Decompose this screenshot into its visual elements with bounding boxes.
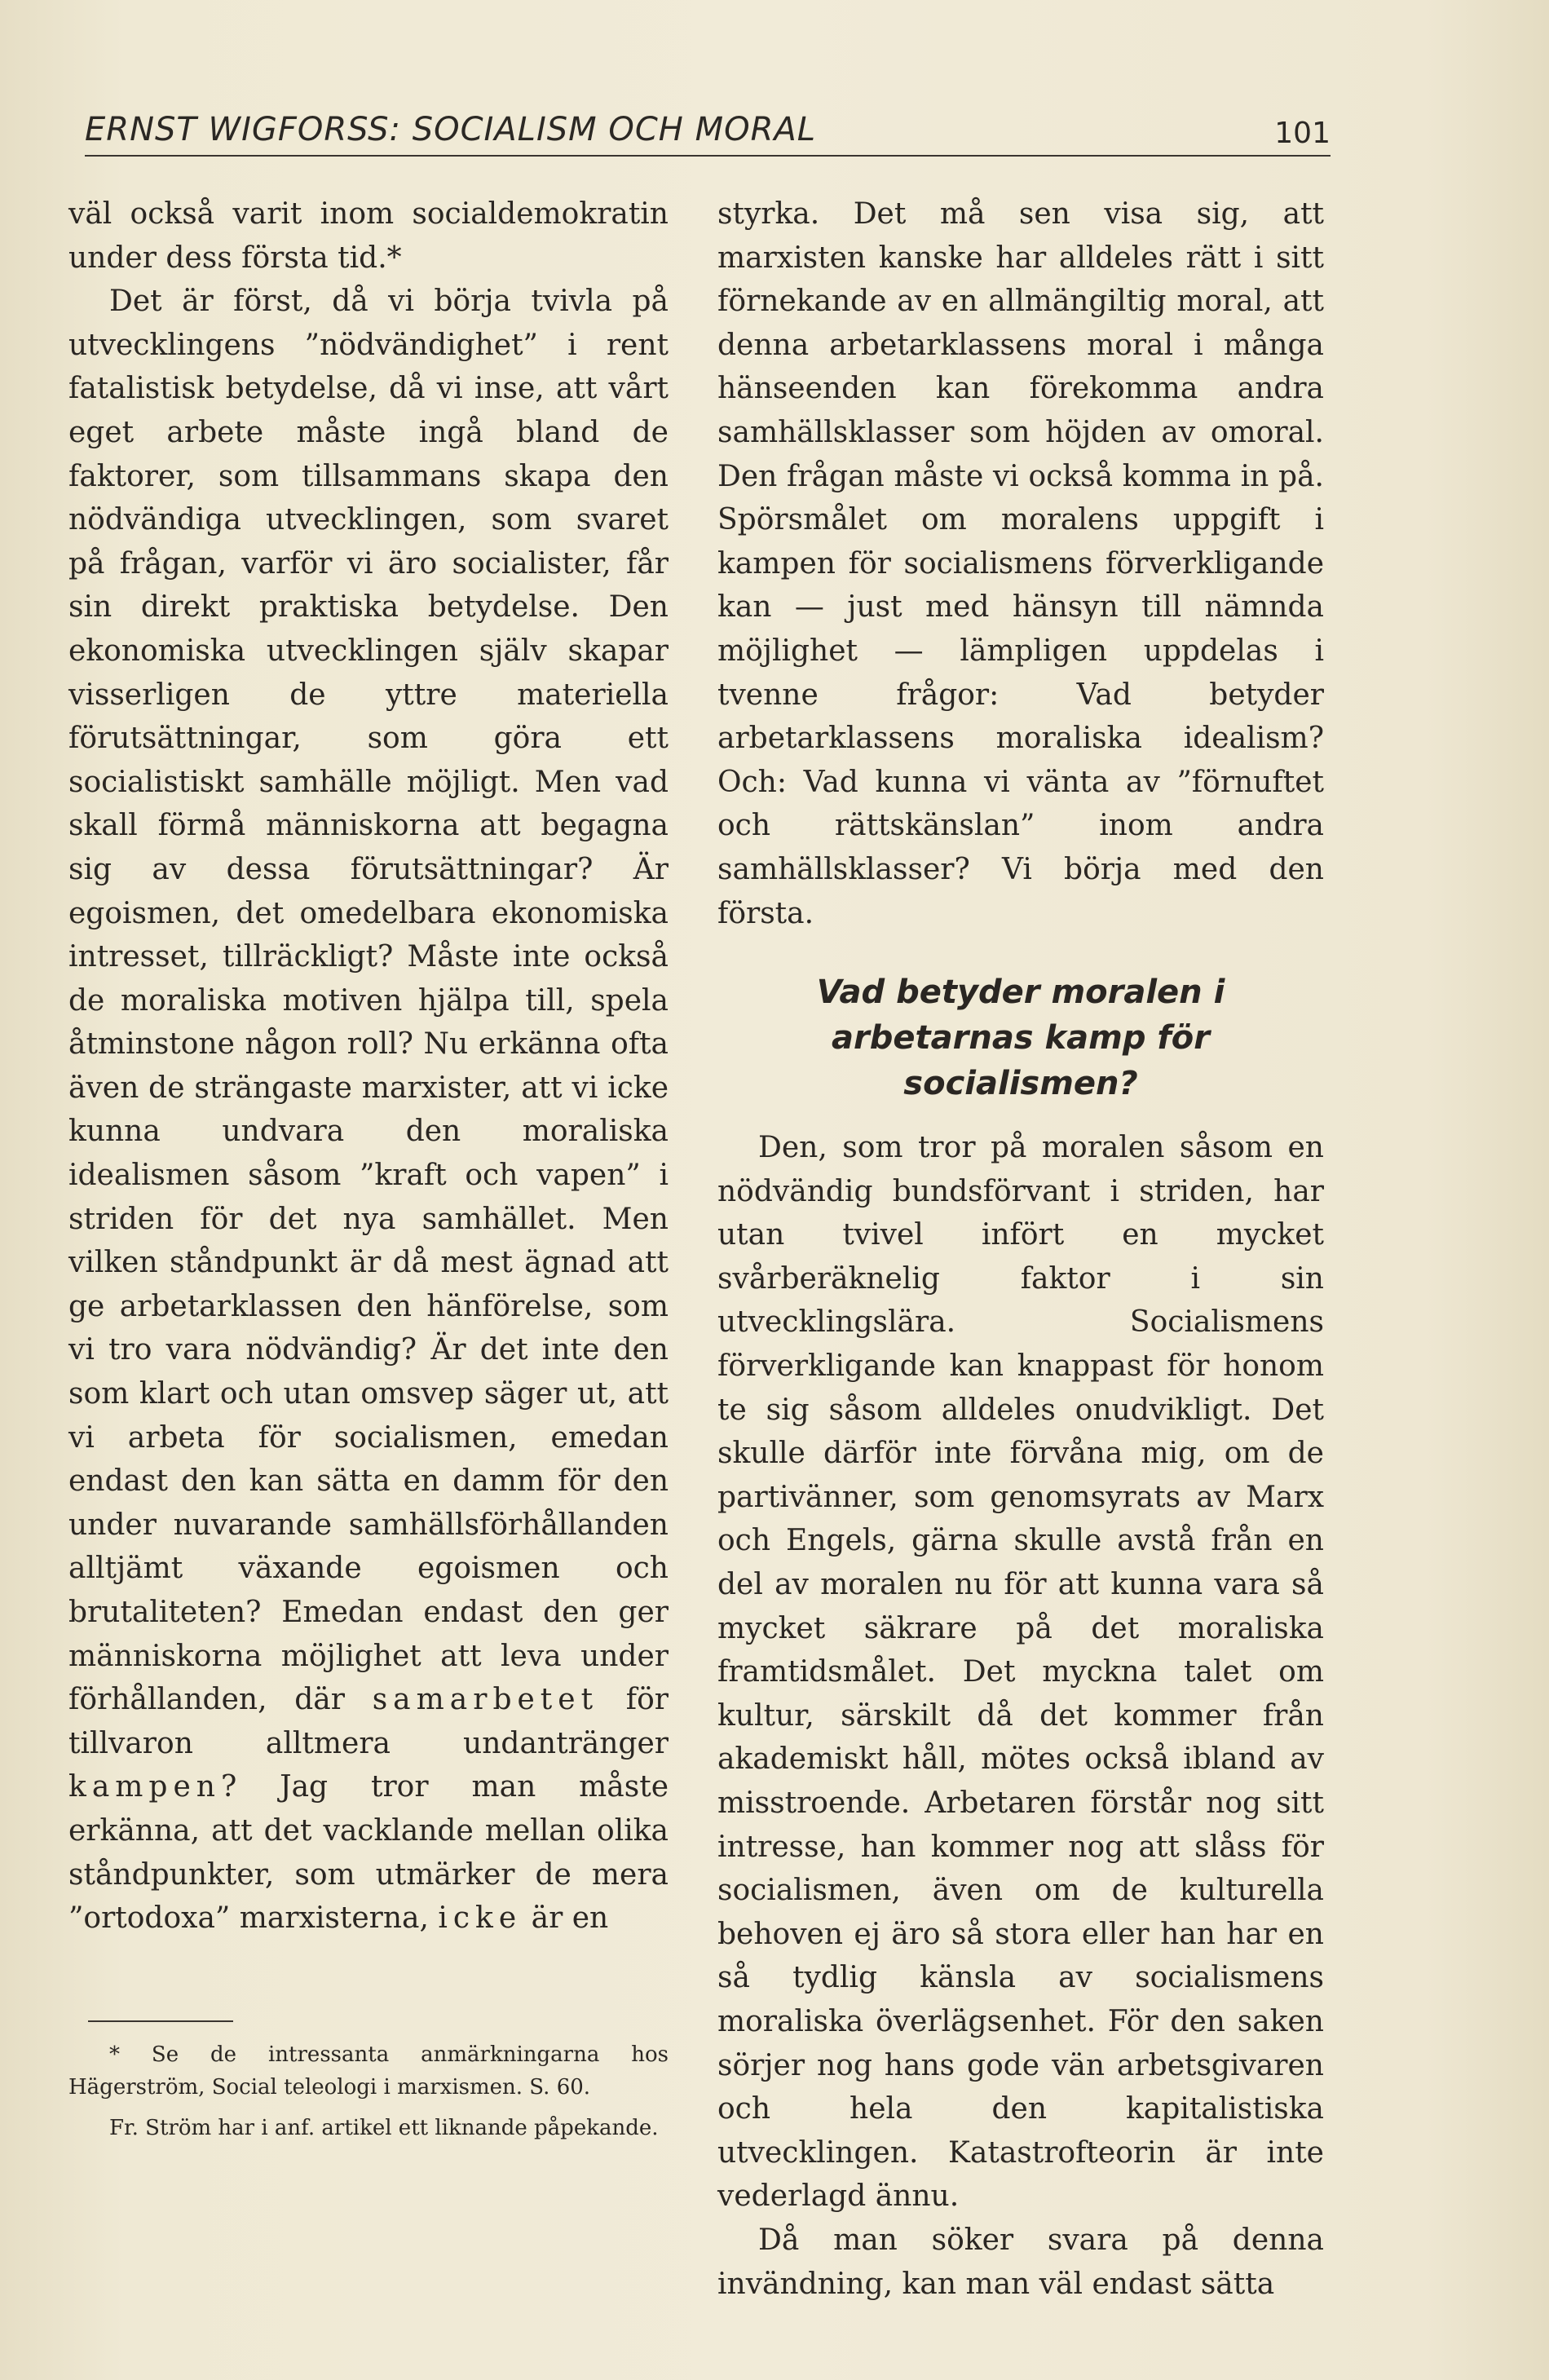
page-header [85, 109, 1331, 157]
footnote-1: * Se de intressanta anmärkningarna hos Hägerström, Social teleologi i marxismen. S. 60. [68, 2042, 669, 2100]
left-paragraph-2-text-b: för tillvaron alltmera undantränger [68, 1683, 669, 1760]
emphasis-kampen: kampen [68, 1770, 221, 1804]
left-paragraph-1: väl också varit inom socialdemokratin under dess första tid.* [68, 197, 669, 275]
running-head: ERNST WIGFORSS: SOCIALISM OCH MORAL [85, 111, 817, 148]
footnote-divider [88, 2020, 233, 2022]
emphasis-icke: icke [438, 1901, 523, 1936]
left-paragraph-2-text-a: Det är först, då vi börja tvivla på utvecklingens ”nödvändighet” i rent fatalistisk betydelse, då vi inse, att vårt eget arbete måste ingå bland de faktorer, som tillsammans skapa den nödvändiga utvecklingen, som svaret på frågan, varför vi äro socialister, får sin direkt praktiska betydelse. Den ekonomiska utvecklingen själv skapar visserligen de yttre materiella förutsättningar, som göra ett socialistiskt samhälle möjligt. Men vad skall förmå människorna att begagna sig av dessa förutsättningar? Är egoismen, det omedelbara ekonomiska intresset, tillräckligt? Måste inte också de moraliska motiven hjälpa till, spela åtminstone någon roll? Nu erkänna ofta även de strängaste marxister, att vi icke kunna undvara den moraliska idealismen såsom ”kraft och vapen” i striden för det nya samhället. Men vilken ståndpunkt är då mest ägnad att ge arbetarklassen den hänförelse, som vi tro vara nödvändig? Är det inte den som klart och utan omsvep säger ut, att vi arbeta för socialismen, emedan endast den kan sätta en damm för den under nuvarande samhällsförhållanden alltjämt växande egoismen och brutaliteten? Emedan endast den ger människorna möjlighet att leva under förhållanden, där [68, 285, 669, 1717]
right-paragraph-2: Den, som tror på moralen såsom en nödvändig bundsförvant i striden, har utan tvivel infört en mycket svårberäknelig faktor i sin utvecklingslära. Socialismens förverkligande kan knappast för honom te sig såsom alldeles onudvikligt. Det skulle därför inte förvåna mig, om de partivänner, som genomsyrats av Marx och Engels, gärna skulle avstå från en del av moralen nu för att kunna vara så mycket säkrare på det moraliska framtidsmålet. Det myckna talet om kultur, särskilt då det kommer från akademiskt håll, mötes också ibland av misstroende. Arbetaren förstår nog sitt intresse, han kommer nog att slåss för socialismen, även om de kulturella behoven ej äro så stora eller han har en så tydlig känsla av socialismens moraliska överlägsenhet. För den saken sörjer nog hans gode vän arbetsgivaren och hela den kapitalistiska utvecklingen. Katastrofteorin är inte vederlagd ännu. [717, 1131, 1324, 2214]
right-paragraph-3: Då man söker svara på denna invändning, kan man väl endast sätta [717, 2223, 1324, 2301]
left-paragraph-2-text-c: ? Jag tror man måste erkänna, att det vacklande mellan olika ståndpunkter, som utmärker de mera ”ortodoxa” marxisterna, [68, 1770, 669, 1936]
section-heading: Vad betyder moralen i arbetarnas kamp för socialismen? [816, 974, 1225, 1103]
footnotes [68, 2038, 669, 2153]
left-paragraph-2-text-d: är en [522, 1901, 609, 1936]
right-paragraph-1: styrka. Det må sen visa sig, att marxisten kanske har alldeles rätt i sitt förnekande av en allmängiltig moral, att denna arbetarklassens moral i många hänseenden kan förekomma andra samhällsklasser som höjden av omoral. Den frågan måste vi också komma in på. Spörsmålet om moralens uppgift i kampen för socialismens förverkligande kan — just med hänsyn till nämnda möjlighet — lämpligen uppdelas i tvenne frågor: Vad betyder arbetarklassens moraliska idealism? Och: Vad kunna vi vänta av ”förnuftet och rättskänslan” inom andra samhällsklasser? Vi börja med den första. [717, 197, 1324, 930]
right-column [717, 192, 1324, 2306]
page-number: 101 [1274, 117, 1331, 150]
emphasis-samarbetet: samarbetet [372, 1683, 599, 1717]
left-paragraph-2 [68, 280, 669, 1941]
footnote-2: Fr. Ström har i anf. artikel ett liknande påpekande. [109, 2116, 659, 2140]
left-column [68, 192, 669, 1941]
